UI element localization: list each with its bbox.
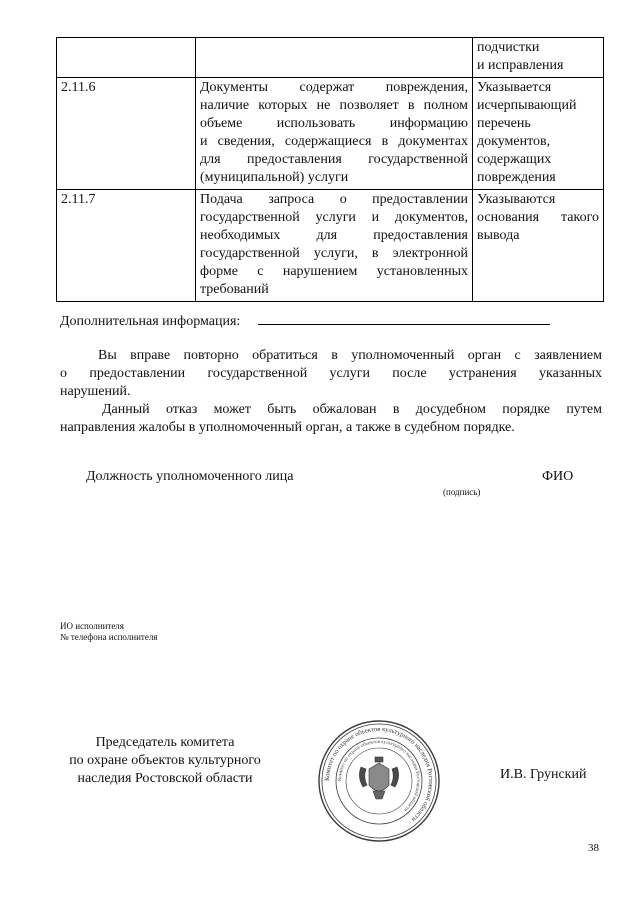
note-line: и исправления	[477, 58, 564, 73]
chairman-title	[50, 734, 280, 788]
note-line: основания такого	[477, 210, 599, 225]
reason-line: форме с нарушением установленных	[200, 264, 468, 279]
reason-cell	[196, 190, 473, 302]
table-row	[57, 38, 604, 78]
table-row	[57, 190, 604, 302]
seal-text: Комитет по охране объектов культурного наследия Ростовской области	[323, 725, 435, 823]
paragraph-line: Данный отказ может быть обжалован в досудебном порядке путем	[102, 402, 602, 417]
seal-inner-text: Комитет по охране объектов культурного наследия Ростовской области	[337, 739, 421, 812]
paragraph-line: направления жалобы в уполномоченный орган, а также в судебном порядке.	[60, 420, 515, 435]
fio-label: ФИО	[542, 469, 574, 484]
row-number-cell	[57, 38, 196, 78]
chairman-line: наследия Ростовской области	[77, 771, 253, 786]
reason-line: и сведения, содержащиеся в документах	[200, 134, 468, 149]
reason-line: (муниципальной) услуги	[200, 170, 349, 185]
reason-line: для предоставления государственной	[200, 152, 468, 167]
row-number-cell: 2.11.7	[57, 190, 196, 302]
note-line: содержащих	[477, 152, 552, 167]
chairman-line: Председатель комитета	[95, 735, 235, 750]
chairman-line: по охране объектов культурного	[69, 753, 261, 768]
additional-info-label: Дополнительная информация:	[60, 314, 241, 329]
note-line: подчистки	[477, 40, 540, 55]
coat-of-arms-icon	[359, 757, 398, 799]
row-number-cell: 2.11.6	[57, 78, 196, 190]
paragraph-line: о предоставлении государственной услуги после устранения указанных	[60, 366, 602, 381]
paragraph-appeal	[60, 401, 602, 437]
reason-line: требований	[200, 282, 269, 297]
executor-phone: № телефона исполнителя	[60, 632, 158, 642]
reason-line: государственной услуги, в электронной	[200, 246, 468, 261]
note-line: перечень	[477, 116, 531, 131]
paragraph-resubmit	[60, 347, 602, 401]
note-line: Указывается	[477, 80, 552, 95]
signer-name: И.В. Грунский	[500, 767, 587, 782]
official-position: Должность уполномоченного лица	[86, 469, 294, 484]
reason-line: Документы содержат повреждения,	[200, 80, 468, 95]
requirements-table	[56, 37, 604, 302]
note-line: вывода	[477, 228, 520, 243]
note-cell	[473, 38, 604, 78]
reason-line: Подача запроса о предоставлении	[200, 192, 468, 207]
note-line: Указываются	[477, 192, 556, 207]
reason-cell	[196, 38, 473, 78]
signature-note: (подпись)	[443, 487, 481, 497]
executor-name: ИО исполнителя	[60, 621, 124, 631]
reason-line: государственной услуги и документов,	[200, 210, 468, 225]
paragraph-line: Вы вправе повторно обратиться в уполномоченный орган с заявлением	[98, 348, 602, 363]
reason-cell	[196, 78, 473, 190]
official-seal	[317, 719, 441, 843]
additional-info-underline	[258, 324, 550, 325]
page-number: 38	[588, 842, 599, 854]
note-line: исчерпывающий	[477, 98, 577, 113]
reason-line: необходимых для предоставления	[200, 228, 468, 243]
note-line: повреждения	[477, 170, 556, 185]
table-row	[57, 78, 604, 190]
note-cell	[473, 78, 604, 190]
note-cell	[473, 190, 604, 302]
reason-line: наличие которых не позволяет в полном	[200, 98, 468, 113]
paragraph-line: нарушений.	[60, 384, 131, 399]
note-line: документов,	[477, 134, 551, 149]
reason-line: объеме использовать информацию	[200, 116, 468, 131]
